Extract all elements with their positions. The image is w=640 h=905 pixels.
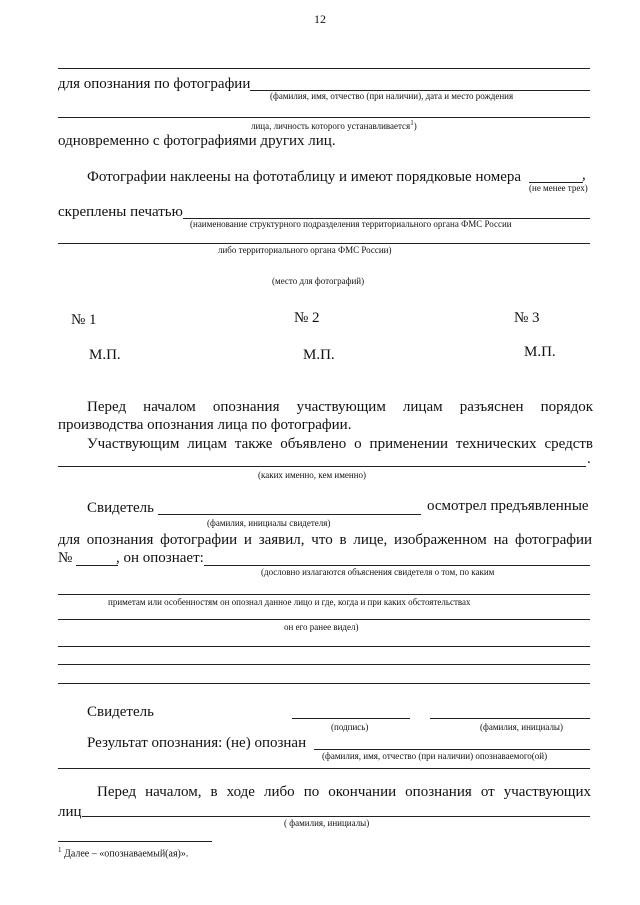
statement-line-1 bbox=[204, 565, 590, 566]
before-during-text: Перед началом, в ходе либо по окончании опознания от участвующих bbox=[97, 784, 591, 800]
simultaneous-photos-text: одновременно с фотографиями других лиц. bbox=[58, 133, 336, 149]
persons-line bbox=[82, 816, 590, 817]
statement-line-6 bbox=[58, 683, 590, 684]
top-rule bbox=[58, 68, 590, 69]
fio-birth-caption: (фамилия, имя, отчество (при наличии), дата и место рождения bbox=[270, 91, 514, 101]
person-caption: лица, личность которого устанавливается$^1$) bbox=[251, 119, 417, 131]
signs-caption: приметам или особенностям он опознал данное лицо и где, когда и при каких обстоятельствах bbox=[108, 597, 471, 607]
identified-fio-caption: (фамилия, имя, отчество (при наличии) опознаваемого(ой) bbox=[322, 751, 548, 761]
period: . bbox=[587, 451, 591, 467]
literal-explanation-caption: (дословно излагаются объяснения свидетеля о том, по каким bbox=[261, 567, 495, 577]
technical-means-line bbox=[58, 466, 586, 467]
statement-line-2 bbox=[58, 594, 590, 595]
footnote-number: 1 bbox=[58, 846, 62, 854]
organ-caption: либо территориального органа ФМС России) bbox=[218, 245, 392, 255]
signature-caption: (подпись) bbox=[331, 722, 369, 732]
witness-signature-label: Свидетель bbox=[87, 704, 154, 720]
result-label: Результат опознания: (не) опознан bbox=[87, 735, 307, 751]
witness-initials-caption: (фамилия, инициалы свидетеля) bbox=[207, 518, 331, 528]
seen-before-caption: он его ранее видел) bbox=[284, 622, 359, 632]
footnote bbox=[58, 846, 188, 859]
procedure-explained-line-1: Перед началом опознания участвующим лицам разъяснен порядок bbox=[87, 399, 593, 415]
statement-line-5 bbox=[58, 664, 590, 665]
signature-line bbox=[292, 718, 410, 719]
persons-initials-caption: ( фамилия, инициалы) bbox=[284, 818, 370, 828]
photo-number-1: № 1 bbox=[71, 312, 97, 328]
seal-mark-2: М.П. bbox=[303, 347, 335, 363]
identified-person-line-2 bbox=[58, 117, 590, 118]
which-caption: (каких именно, кем именно) bbox=[258, 470, 367, 480]
procedure-explained-line-2: производства опознания лица по фотографии. bbox=[58, 417, 352, 433]
footnote-ref: 1 bbox=[410, 119, 414, 127]
footnote-text: Далее – «опознаваемый(ая)». bbox=[61, 848, 189, 860]
photos-glued-text: Фотографии наклеены на фототаблицу и имеют порядковые номера bbox=[87, 169, 522, 185]
photo-number-2: № 2 bbox=[294, 310, 320, 326]
seal-mark-3: М.П. bbox=[524, 344, 556, 360]
photo-number-sign: № bbox=[58, 550, 73, 566]
result-line-2 bbox=[58, 768, 590, 769]
identification-by-photo-label: для опознания по фотографии bbox=[58, 76, 251, 92]
witness-name-line bbox=[158, 514, 421, 515]
identification-statement-text: для опознания фотографии и заявил, что в лице, изображенном на фотографии bbox=[58, 532, 592, 548]
division-caption: (наименование структурного подразделения территориального органа ФМС России bbox=[190, 219, 512, 229]
sealed-with-stamp-label: скреплены печатью bbox=[58, 204, 183, 220]
result-name-line bbox=[314, 749, 590, 750]
stamp-line-2 bbox=[58, 243, 590, 244]
persons-label: лиц bbox=[58, 804, 82, 820]
photo-number-line bbox=[76, 565, 118, 566]
seal-mark-1: М.П. bbox=[89, 347, 121, 363]
he-identifies-text: , он опознает: bbox=[116, 550, 204, 566]
photo-place-caption: (место для фотографий) bbox=[272, 276, 365, 286]
min-three-caption: (не менее трех) bbox=[529, 183, 588, 193]
statement-line-3 bbox=[58, 619, 590, 620]
initials-caption: (фамилия, инициалы) bbox=[480, 722, 563, 732]
initials-line bbox=[430, 718, 590, 719]
comma: , bbox=[582, 167, 586, 183]
page-number: 12 bbox=[314, 12, 326, 26]
witness-label: Свидетель bbox=[87, 500, 154, 516]
footnote-separator bbox=[58, 841, 212, 842]
examined-text: осмотрел предъявленные bbox=[427, 498, 589, 514]
technical-means-text: Участвующим лицам также объявлено о применении технических средств bbox=[87, 436, 593, 452]
statement-line-4 bbox=[58, 646, 590, 647]
photo-number-3: № 3 bbox=[514, 310, 540, 326]
